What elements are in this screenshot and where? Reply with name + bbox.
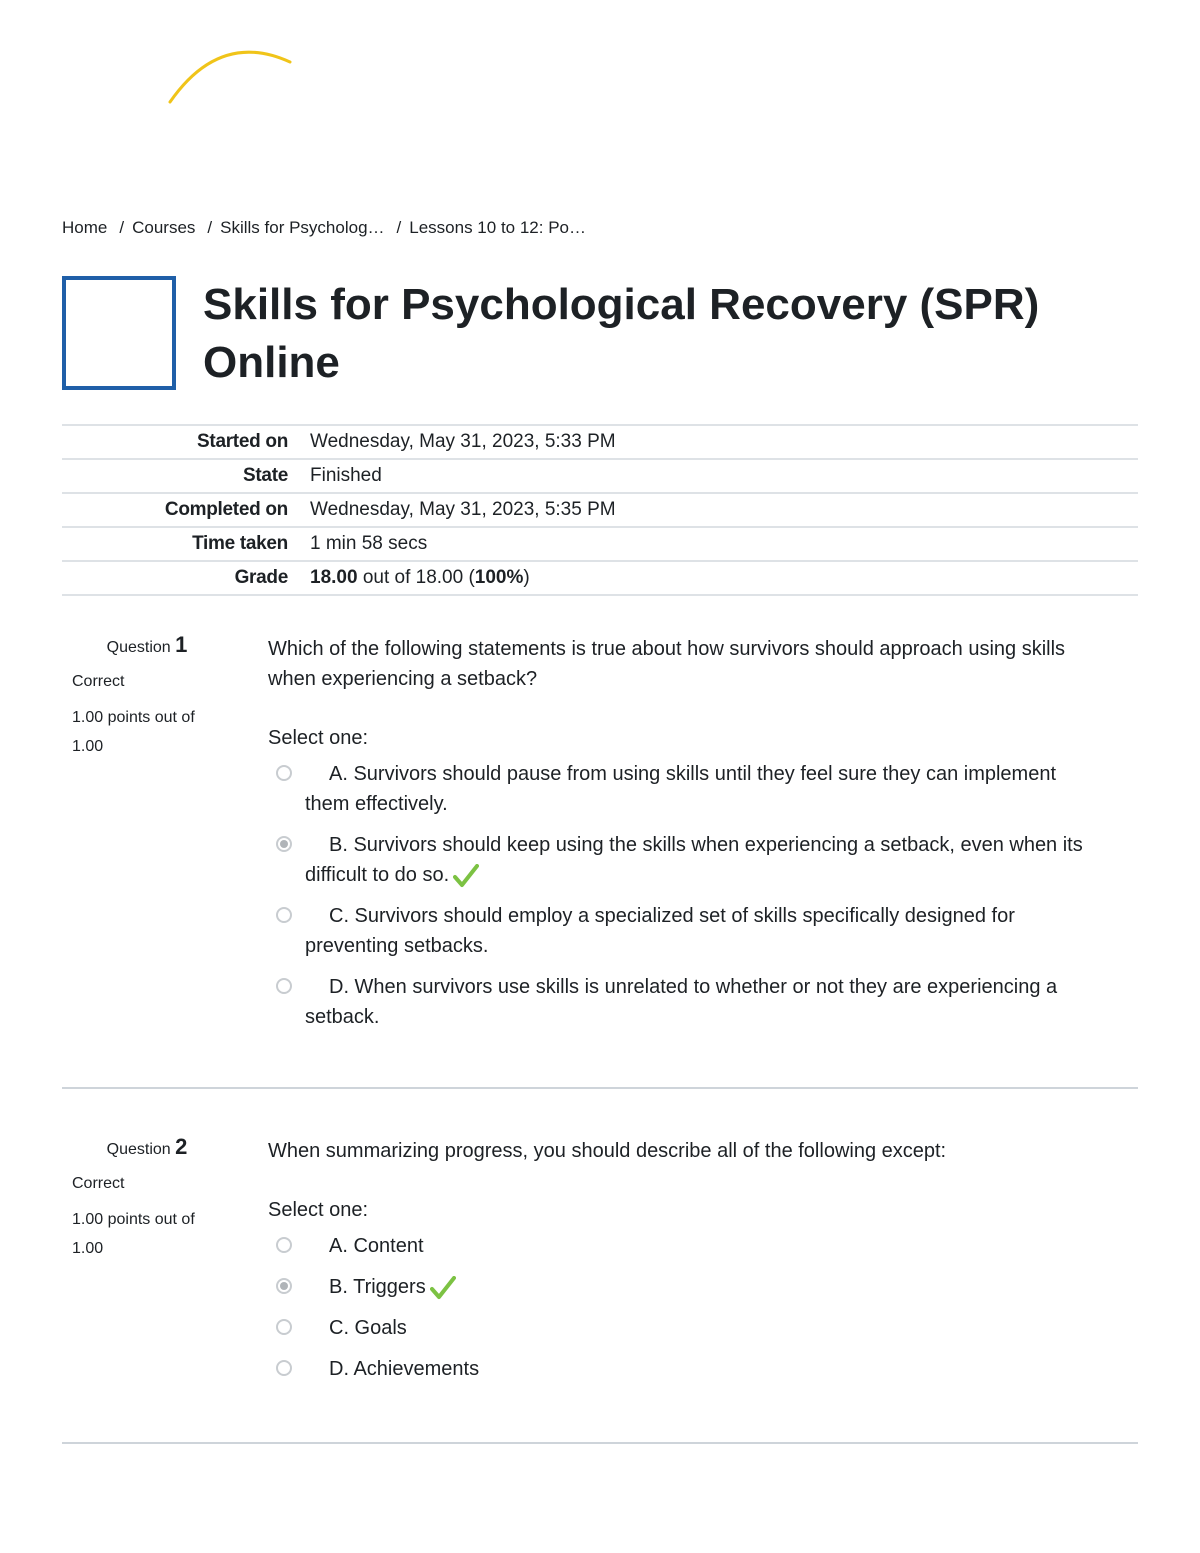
answer-option[interactable] (268, 901, 1088, 961)
answer-option[interactable] (268, 1313, 1088, 1343)
breadcrumb-course-link[interactable]: Skills for Psycholog… (220, 218, 385, 237)
question-info (72, 634, 222, 761)
answer-list (268, 1231, 1088, 1384)
answer-text: D. Achievements (329, 1358, 480, 1380)
answer-option[interactable] (268, 1354, 1088, 1384)
question-content (268, 1136, 1088, 1395)
question-number (72, 634, 222, 659)
answer-text: C. Survivors should employ a specialized set of skills specifically designed for preventing setbacks. (305, 905, 1015, 957)
summary-row-grade (62, 561, 1138, 595)
question-number-value: 2 (175, 1134, 188, 1159)
page-title: Skills for Psychological Recovery (SPR) Online (203, 280, 1040, 387)
question-content (268, 634, 1088, 1043)
radio-button[interactable] (276, 978, 292, 994)
grade-percent: 100% (474, 567, 524, 588)
breadcrumb (62, 218, 586, 238)
answer-list (268, 759, 1088, 1032)
summary-row-state (62, 459, 1138, 493)
question-number-value: 1 (175, 632, 188, 657)
answer-option[interactable] (268, 972, 1088, 1032)
answer-text: D. When survivors use skills is unrelated to whether or not they are experiencing a setback. (305, 976, 1058, 1028)
select-prompt: Select one: (268, 727, 369, 749)
attempt-summary-table (62, 424, 1138, 596)
question-text: Which of the following statements is true about how survivors should approach using skills when experiencing a setback? (268, 638, 1066, 690)
breadcrumb-separator: / (396, 218, 402, 237)
breadcrumb-home-link[interactable]: Home (62, 218, 108, 237)
course-image (62, 276, 176, 390)
answer-text: C. Goals (329, 1317, 407, 1339)
radio-button[interactable] (276, 765, 292, 781)
answer-text: A. Survivors should pause from using skills until they feel sure they can implement them effectively. (305, 763, 1057, 815)
correct-check-icon (430, 1276, 456, 1300)
answer-option[interactable] (268, 830, 1088, 890)
breadcrumb-lesson-link[interactable]: Lessons 10 to 12: Po… (409, 218, 586, 237)
question-text: When summarizing progress, you should describe all of the following except: (268, 1140, 947, 1162)
summary-value: 1 min 58 secs (310, 533, 428, 554)
question-number (72, 1136, 222, 1161)
breadcrumb-separator: / (119, 218, 125, 237)
select-prompt: Select one: (268, 1199, 369, 1221)
summary-row-started (62, 425, 1138, 459)
summary-label: Started on (197, 431, 288, 452)
answer-text: A. Content (329, 1235, 424, 1257)
grade-score: 18.00 (310, 567, 358, 588)
summary-value: Wednesday, May 31, 2023, 5:35 PM (310, 499, 616, 520)
summary-label: Grade (234, 567, 288, 588)
radio-button[interactable] (276, 1319, 292, 1335)
question-label: Question (106, 1141, 171, 1158)
radio-button[interactable] (276, 907, 292, 923)
correct-check-icon (453, 864, 479, 888)
site-logo-icon[interactable] (160, 40, 300, 110)
radio-button-selected[interactable] (276, 836, 292, 852)
grade-text-end: ) (523, 567, 530, 588)
summary-row-time (62, 527, 1138, 561)
summary-label: Time taken (192, 533, 288, 554)
radio-button-selected[interactable] (276, 1278, 292, 1294)
grade-text: out of 18.00 ( (357, 567, 475, 588)
summary-value: Finished (310, 465, 382, 486)
answer-option[interactable] (268, 759, 1088, 819)
breadcrumb-courses-link[interactable]: Courses (132, 218, 196, 237)
question-state: Correct (72, 1175, 125, 1192)
summary-label: State (243, 465, 288, 486)
radio-button[interactable] (276, 1237, 292, 1253)
answer-text: B. Survivors should keep using the skills when experiencing a setback, even when its difficult to do so. (305, 834, 1083, 886)
answer-option[interactable] (268, 1231, 1088, 1261)
question-1 (62, 634, 1138, 1089)
summary-value: Wednesday, May 31, 2023, 5:33 PM (310, 431, 616, 452)
question-label: Question (106, 639, 171, 656)
breadcrumb-separator: / (207, 218, 213, 237)
question-2 (62, 1136, 1138, 1444)
summary-value (288, 561, 1138, 595)
question-state: Correct (72, 673, 125, 690)
summary-row-completed (62, 493, 1138, 527)
answer-text: B. Triggers (329, 1276, 426, 1298)
question-grade: 1.00 points out of 1.00 (72, 1211, 195, 1257)
answer-option[interactable] (268, 1272, 1088, 1302)
question-info (72, 1136, 222, 1263)
radio-button[interactable] (276, 1360, 292, 1376)
question-grade: 1.00 points out of 1.00 (72, 709, 195, 755)
summary-label: Completed on (164, 499, 288, 520)
